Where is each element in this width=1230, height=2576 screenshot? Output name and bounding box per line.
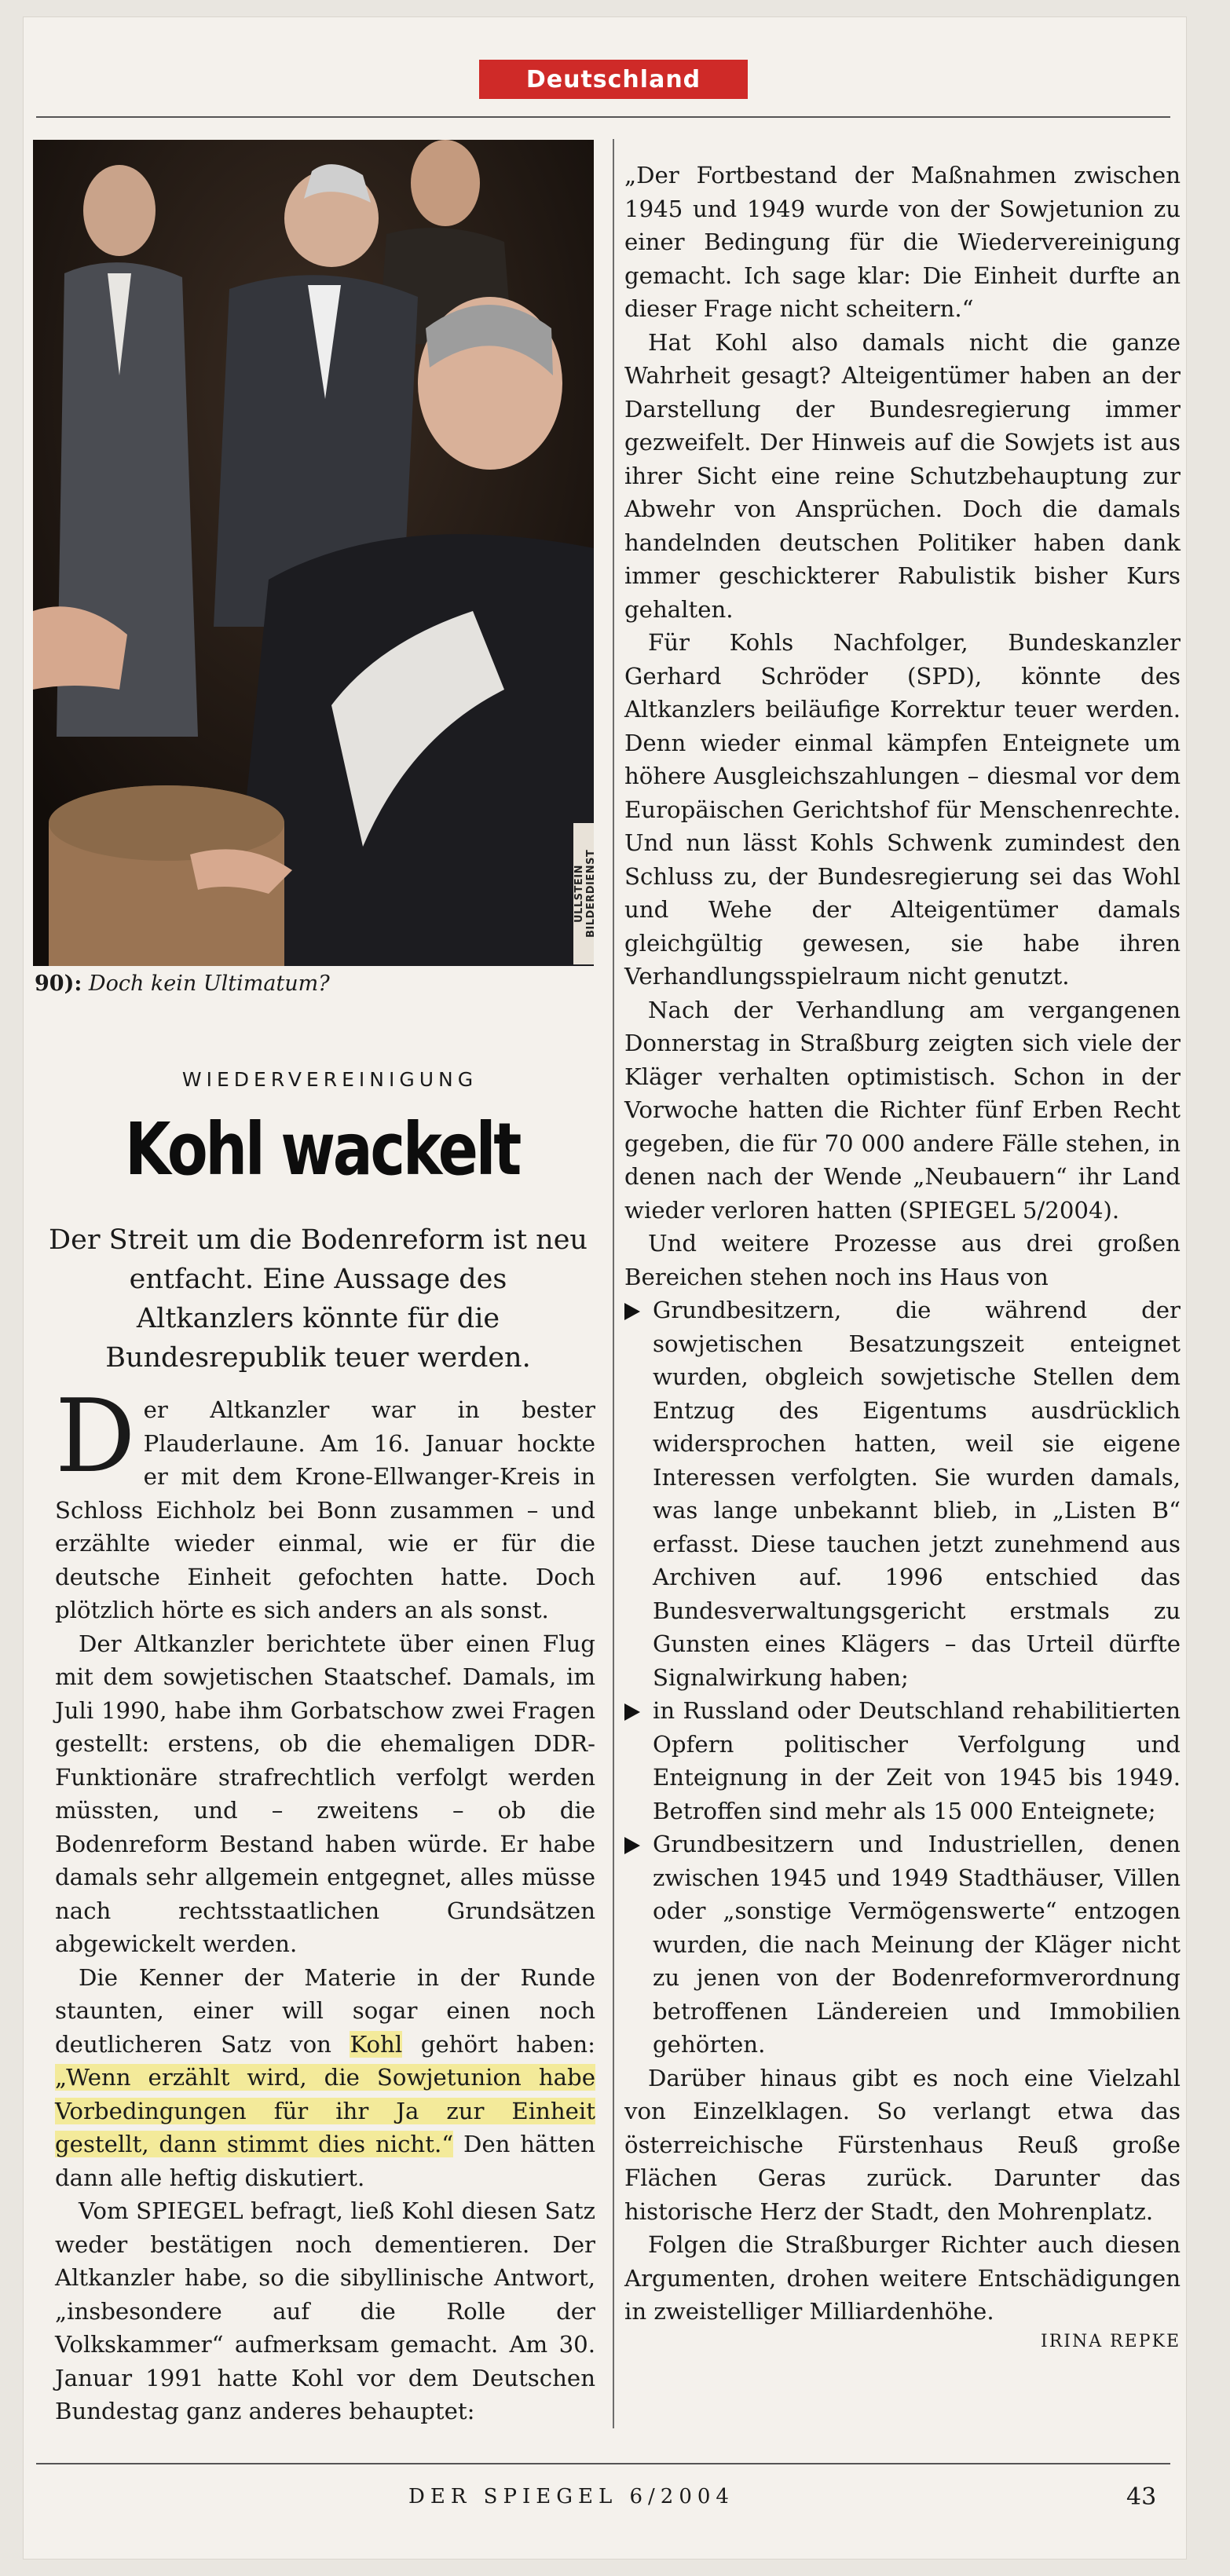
headline: Kohl wackelt [125, 1107, 519, 1191]
paragraph: Der Altkanzler berichtete über einen Flug mit dem sowjetischen Staatschef. Damals, im Juli 1990, habe ihm Gorbatschow zwei Fragen gestellt: erstens, ob die ehemaligen DDR-Funktionäre strafrechtlich verfolgt werden müssten, und – zweitens – ob die Bodenreform Bestand haben würde. Er habe damals sehr allgemein entgegnet, alles müsse nach rechtsstaatlichen Grundsätzen abgewickelt werden. [55, 1630, 595, 1957]
photo-credit: ULLSTEIN BILDERDIENST [573, 823, 594, 964]
list-item-text: in Russland oder Deutschland rehabilitierten Opfern politischer Verfolgung und Enteignung in der Zeit von 1945 bis 1949. Betroffen sind mehr als 15 000 Enteignete; [653, 1697, 1181, 1824]
list-item [624, 1828, 1181, 2062]
highlighted-quote: „Wenn erzählt wird, die Sowjetunion habe Vorbedingungen für ihr Ja zur Einheit gestellt, dann stimmt dies nicht.“ [55, 2064, 595, 2157]
paragraph-text: gehört haben: [402, 2030, 595, 2058]
paragraph: Nach der Verhandlung am vergangenen Donnerstag in Straßburg zeigten sich viele der Kläger verhalten optimistisch. Schon in der Vorwoche hatten die Richter fünf Erben Recht gegeben, die für 70 000 andere Fälle stehen, in denen nach der Wende „Neubauern“ ihr Land wieder verloren hatten (SPIEGEL 5/2004). [624, 996, 1181, 1224]
paragraph-text: Den hätten dann alle heftig diskutiert. [55, 2131, 595, 2191]
body-column-left [55, 1378, 595, 2428]
header-rule [36, 116, 1170, 118]
list-item-text: Grundbesitzern, die während der sowjetischen Besatzungszeit enteignet wurden, obgleich sowjetische Stellen dem Entzug des Eigentums ausdrücklich widersprochen hatten, weil sie eigene Interessen verfolgten. Sie wurden damals, was lange unbekannt blieb, in „Listen B“ erfasst. Diese tauchen jetzt zunehmend aus Archiven auf. 1996 entschied das Bundesverwaltungsgericht erstmals zu Gunsten eines Klägers – das Urteil dürfte Signalwirkung haben; [653, 1297, 1181, 1691]
kicker: WIEDERVEREINIGUNG [181, 1068, 478, 1091]
photo-caption [35, 971, 592, 997]
magazine-issue: DER SPIEGEL 6/2004 [408, 2485, 734, 2508]
triangle-bullet-icon [624, 1303, 640, 1320]
paragraph: „Der Fortbestand der Maßnahmen zwischen 1945 und 1949 wurde von der Sowjetunion zu einer Bedingung für die Wiedervereinigung gemacht. Ich sage klar: Die Einheit durfte an dieser Frage nicht scheitern.“ [624, 162, 1181, 322]
column-rule [613, 139, 614, 2428]
article-photo [33, 140, 597, 966]
list-item [624, 1694, 1181, 1828]
footer-rule [36, 2463, 1170, 2464]
paragraph: Und weitere Prozesse aus drei großen Bereichen stehen noch ins Haus von [624, 1230, 1181, 1290]
author-byline: IRINA REPKE [1041, 2331, 1181, 2351]
body-column-right [624, 159, 1181, 2358]
paragraph: Folgen die Straßburger Richter auch diesen Argumenten, drohen weitere Entschädigungen in zweistelliger Milliardenhöhe. [624, 2231, 1181, 2325]
page-number: 43 [1126, 2483, 1157, 2511]
triangle-bullet-icon [624, 1703, 640, 1721]
list-item-text: Grundbesitzern und Industriellen, denen zwischen 1945 und 1949 Stadthäuser, Villen oder „sonstige Vermögenswerte“ entzogen wurden, die nach Meinung der Kläger nicht zu jenen von der Bodenreformverordnung betroffenen Ländereien und Immobilien gehörten. [653, 1831, 1181, 2058]
dek: Der Streit um die Bodenreform ist neu entfacht. Eine Aussage des Altkanzlers könnte für die Bundesrepublik teuer werden. [49, 1224, 588, 1374]
drop-cap: D [55, 1378, 136, 1495]
caption-text: Doch kein Ultimatum? [88, 971, 330, 996]
paragraph: Darüber hinaus gibt es noch eine Vielzahl von Einzelklagen. So verlangt etwa das österreichische Fürstenhaus Reuß große Flächen Geras zurück. Darunter das historische Herz der Stadt, den Mohrenplatz. [624, 2064, 1181, 2225]
photo-illustration [33, 140, 594, 966]
paragraph: Für Kohls Nachfolger, Bundeskanzler Gerhard Schröder (SPD), könnte des Altkanzlers beiläufige Korrektur teuer werden. Denn wieder einmal kämpfen Enteignete um höhere Ausgleichszahlungen – diesmal vor dem Europäischen Gerichtshof für Menschenrechte. Und nun lässt Kohls Schwenk zumindest den Schluss zu, der Bundesregierung sei das Wohl und Wehe der Alteigentümer damals gleichgültig gewesen, sie habe ihren Verhandlungsspielraum nicht genutzt. [624, 629, 1181, 990]
paragraph [55, 1378, 595, 1627]
paragraph: Hat Kohl also damals nicht die ganze Wahrheit gesagt? Alteigentümer haben an der Darstellung der Bundesregierung immer gezweifelt. Der Hinweis auf die Sowjets ist aus ihrer Sicht eine reine Schutzbehauptung zur Abwehr von Ansprüchen. Doch die damals handelnden deutschen Politiker haben dank immer geschickterer Rabulistik bisher Kurs gehalten. [624, 328, 1181, 623]
section-label: Deutschland [479, 60, 748, 99]
paragraph: Vom SPIEGEL befragt, ließ Kohl diesen Satz weder bestätigen noch dementieren. Der Altkanzler habe, so die sibyllinische Antwort, „insbesondere auf die Rolle der Volkskammer“ aufmerksam gemacht. Am 30. Januar 1991 hatte Kohl vor dem Deutschen Bundestag ganz anderes behauptet: [55, 2197, 595, 2424]
paragraph-text: er Altkanzler war in bester Plauderlaune. Am 16. Januar hockte er mit dem Krone-Ellwanger-Kreis in Schloss Eichholz bei Bonn zusammen – und erzählte wieder einmal, wie er für die deutsche Einheit gefochten hatte. Doch plötzlich hörte es sich anders an als sonst. [55, 1396, 595, 1623]
paragraph-text: Die Kenner der Materie in der Runde staunten, einer will sogar einen noch deutlicheren Satz von [55, 1963, 595, 2058]
magazine-page [24, 17, 1186, 2559]
bullet-list [624, 1293, 1181, 2062]
list-item [624, 1293, 1181, 1694]
triangle-bullet-icon [624, 1837, 640, 1854]
paragraph [55, 1961, 595, 2195]
highlighted-name: Kohl [350, 2030, 403, 2058]
caption-lead: 90): [35, 971, 82, 996]
